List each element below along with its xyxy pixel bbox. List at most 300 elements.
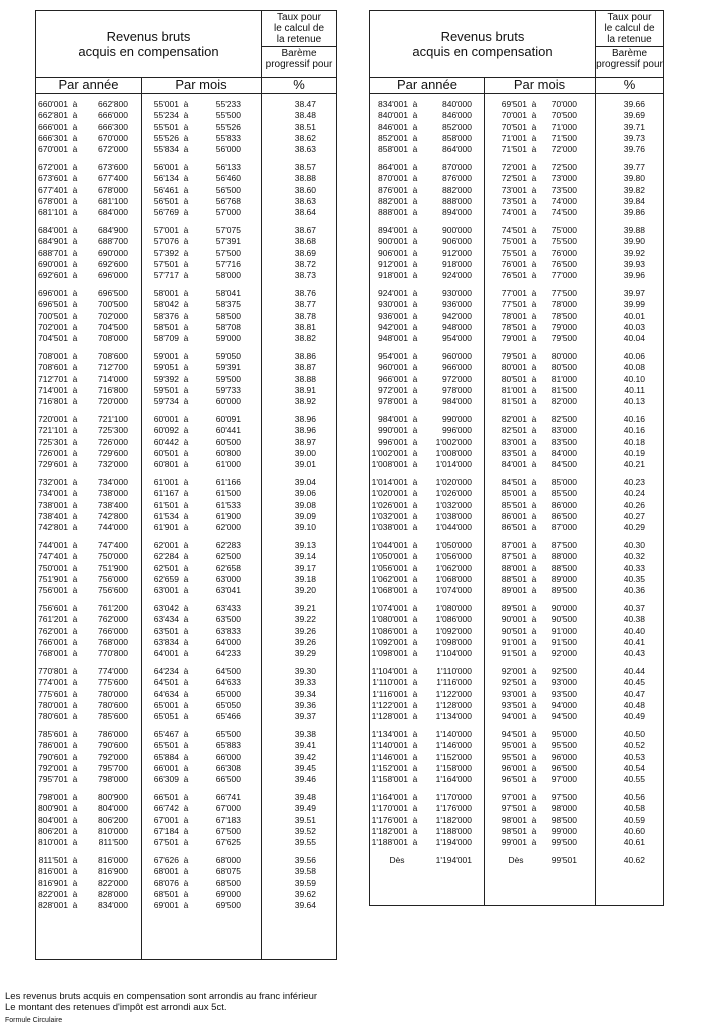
year-from: 716'801: [38, 396, 68, 407]
year-to: 750'000: [98, 551, 128, 562]
range-connector: à: [183, 636, 189, 647]
header-divider: [36, 93, 336, 94]
year-from: 1'134'001: [371, 729, 408, 739]
year-from: 798'001: [38, 792, 68, 802]
range-connector: à: [531, 299, 537, 310]
range-connector: à: [531, 121, 537, 132]
month-from: 97'001: [501, 792, 527, 802]
range-connector: à: [183, 477, 189, 487]
rate-table-right: [369, 10, 664, 906]
year-from: 678'001: [38, 195, 68, 206]
year-to: 756'000: [98, 573, 128, 584]
month-from: 56'769: [153, 207, 179, 218]
year-to: 806'200: [98, 814, 128, 825]
month-to: 72'500: [551, 162, 577, 172]
rate-percent: 39.06: [294, 488, 316, 499]
year-from: 1'176'001: [371, 814, 408, 825]
table-row: [370, 700, 663, 711]
year-from: 816'901: [38, 877, 68, 888]
table-row: [370, 133, 663, 144]
month-to: 95'000: [551, 729, 577, 739]
month-to: 83'000: [551, 425, 577, 436]
year-from: 775'601: [38, 688, 68, 699]
year-from: 1'080'001: [371, 614, 408, 625]
range-connector: à: [412, 173, 418, 184]
rate-header-line: Taux pour: [277, 12, 321, 23]
year-from: 912'001: [378, 258, 408, 269]
month-from: 82'501: [501, 425, 527, 436]
range-connector: à: [412, 447, 418, 458]
month-to: 55'233: [215, 99, 241, 109]
month-from: 62'284: [153, 551, 179, 562]
year-from: 662'801: [38, 110, 68, 121]
rate-percent: 40.23: [623, 477, 645, 487]
range-connector: à: [72, 603, 78, 613]
month-from: 92'501: [501, 677, 527, 688]
range-connector: à: [183, 436, 189, 447]
year-to: 1'008'000: [435, 447, 472, 458]
range-connector: à: [531, 762, 537, 773]
year-to: 714'000: [98, 373, 128, 384]
range-connector: à: [72, 425, 78, 436]
year-from: 1'074'001: [371, 603, 408, 613]
range-connector: à: [72, 321, 78, 332]
table-row: [36, 122, 336, 133]
month-from: 63'501: [153, 625, 179, 636]
month-to: 56'768: [215, 195, 241, 206]
rate-percent: 40.53: [623, 751, 645, 762]
range-connector: à: [412, 195, 418, 206]
range-connector: à: [183, 184, 189, 195]
year-to: 972'000: [442, 373, 472, 384]
month-to: 57'716: [215, 258, 241, 269]
year-to: 716'800: [98, 384, 128, 395]
year-to: 775'600: [98, 677, 128, 688]
range-connector: à: [412, 603, 418, 613]
range-connector: à: [72, 373, 78, 384]
range-connector: à: [183, 144, 189, 155]
table-row-last: [370, 855, 663, 866]
month-from: 60'501: [153, 447, 179, 458]
range-connector: à: [531, 459, 537, 470]
range-connector: à: [183, 648, 189, 659]
rate-percent: 39.56: [294, 855, 316, 865]
month-from: 55'834: [153, 144, 179, 155]
range-connector: à: [412, 488, 418, 499]
table-row: [36, 585, 336, 596]
rate-percent: 39.99: [623, 299, 645, 310]
range-connector: à: [412, 247, 418, 258]
month-to: 78'500: [551, 310, 577, 321]
rate-percent: 38.88: [294, 173, 316, 184]
table-row: [370, 196, 663, 207]
month-to: 96'500: [551, 762, 577, 773]
range-connector: à: [531, 207, 537, 218]
year-from: 666'301: [38, 132, 68, 143]
month-to: 83'500: [551, 436, 577, 447]
year-to: 678'000: [98, 184, 128, 195]
range-connector: à: [412, 625, 418, 636]
month-to: 74'500: [551, 207, 577, 218]
range-connector: à: [72, 144, 78, 155]
range-connector: à: [183, 900, 189, 911]
table-row: [370, 248, 663, 259]
table-row: [36, 878, 336, 889]
table-row: [36, 437, 336, 448]
year-from: 751'901: [38, 573, 68, 584]
year-to: 761'200: [98, 603, 128, 613]
range-connector: à: [531, 648, 537, 659]
month-from: 84'501: [501, 477, 527, 487]
year-from: 1'140'001: [371, 740, 408, 751]
rate-percent: 39.88: [623, 225, 645, 235]
year-to: 984'000: [442, 396, 472, 407]
month-to: 60'800: [215, 447, 241, 458]
year-from: 1'086'001: [371, 625, 408, 636]
year-from: 681'101: [38, 207, 68, 218]
range-connector: à: [72, 351, 78, 361]
rate-percent: 39.41: [294, 740, 316, 751]
table-row: [36, 637, 336, 648]
year-from: 766'001: [38, 636, 68, 647]
year-from: 1'152'001: [371, 762, 408, 773]
month-from: 73'501: [501, 195, 527, 206]
month-from: 96'001: [501, 762, 527, 773]
rate-percent: 39.93: [623, 258, 645, 269]
month-to: 87'000: [551, 522, 577, 533]
rate-percent: 40.21: [623, 459, 645, 470]
month-to: 57'000: [215, 207, 241, 218]
month-to: 58'500: [215, 310, 241, 321]
year-to: 870'000: [442, 162, 472, 172]
range-connector: à: [72, 110, 78, 121]
month-from: 89'001: [501, 585, 527, 596]
month-to: 80'000: [551, 351, 577, 361]
range-connector: à: [183, 414, 189, 424]
rate-percent: 39.21: [294, 603, 316, 613]
rate-percent: 39.97: [623, 288, 645, 298]
month-to: 98'000: [551, 803, 577, 814]
year-to: 804'000: [98, 803, 128, 814]
range-connector: à: [531, 132, 537, 143]
range-connector: à: [72, 121, 78, 132]
month-from: 93'501: [501, 699, 527, 710]
table-row: [36, 299, 336, 310]
rate-percent: 40.61: [623, 837, 645, 848]
table-row: [36, 225, 336, 236]
rate-percent: 40.38: [623, 614, 645, 625]
month-to: 85'000: [551, 477, 577, 487]
year-from: 1'062'001: [371, 573, 408, 584]
month-from: 57'001: [153, 225, 179, 235]
title-line: Revenus bruts: [440, 29, 525, 44]
year-to: 876'000: [442, 173, 472, 184]
range-connector: à: [183, 425, 189, 436]
range-connector: à: [183, 837, 189, 848]
year-to: 738'000: [98, 488, 128, 499]
range-connector: à: [72, 236, 78, 247]
month-to: 95'500: [551, 740, 577, 751]
range-connector: à: [72, 132, 78, 143]
table-row: [370, 185, 663, 196]
month-from: 81'501: [501, 396, 527, 407]
range-connector: à: [72, 258, 78, 269]
title-line: acquis en compensation: [78, 44, 219, 59]
month-from: 83'501: [501, 447, 527, 458]
range-connector: à: [531, 195, 537, 206]
year-to: 954'000: [442, 333, 472, 344]
range-connector: à: [183, 510, 189, 521]
range-connector: à: [72, 711, 78, 722]
range-connector: à: [412, 321, 418, 332]
table-row: [370, 448, 663, 459]
month-from: 98'501: [501, 825, 527, 836]
range-connector: à: [531, 729, 537, 739]
month-to: 75'000: [551, 225, 577, 235]
rate-percent: 38.72: [294, 258, 316, 269]
month-to: 68'500: [215, 877, 241, 888]
year-to: 742'800: [98, 510, 128, 521]
table-row: [36, 574, 336, 585]
month-to: 66'500: [215, 774, 241, 785]
year-to: 906'000: [442, 236, 472, 247]
year-from: 700'501: [38, 310, 68, 321]
range-connector: à: [531, 636, 537, 647]
range-connector: à: [412, 636, 418, 647]
table-row: [370, 362, 663, 373]
month-to: 70'500: [551, 110, 577, 121]
table-row: [36, 448, 336, 459]
year-to: 1'116'000: [436, 677, 472, 688]
range-connector: à: [183, 573, 189, 584]
range-connector: à: [531, 414, 537, 424]
year-to: 708'600: [98, 351, 128, 361]
table-row: [36, 185, 336, 196]
range-connector: à: [72, 510, 78, 521]
month-to: 81'500: [551, 384, 577, 395]
month-to: 58'375: [215, 299, 241, 310]
year-from: 1'110'001: [372, 677, 408, 688]
month-from: 67'626: [153, 855, 179, 865]
range-connector: à: [72, 877, 78, 888]
month-to: 98'500: [551, 814, 577, 825]
year-from: 1'026'001: [371, 499, 408, 510]
range-connector: à: [183, 540, 189, 550]
range-connector: à: [183, 373, 189, 384]
year-to: 828'000: [98, 888, 128, 899]
month-from: 60'092: [153, 425, 179, 436]
year-to: 1'002'000: [435, 436, 472, 447]
year-from: 734'001: [38, 488, 68, 499]
month-from: 73'001: [501, 184, 527, 195]
month-to: 84'000: [551, 447, 577, 458]
range-connector: à: [412, 258, 418, 269]
year-to: 978'000: [442, 384, 472, 395]
year-from: 666'001: [38, 121, 68, 132]
table-row: [36, 99, 336, 110]
year-to: 840'000: [442, 99, 472, 109]
rate-percent: 40.10: [623, 373, 645, 384]
table-row: [36, 614, 336, 625]
month-to: 90'000: [551, 603, 577, 613]
rate-percent: 40.18: [623, 436, 645, 447]
year-to: 756'600: [98, 585, 128, 596]
year-from: 1'056'001: [371, 562, 408, 573]
header-divider: [261, 46, 336, 47]
range-connector: à: [72, 299, 78, 310]
rate-percent: 39.84: [623, 195, 645, 206]
month-from: 65'051: [153, 711, 179, 722]
rate-percent: 39.55: [294, 837, 316, 848]
column-header-percent: %: [293, 77, 305, 92]
rate-percent: 39.59: [294, 877, 316, 888]
month-from: 65'501: [153, 740, 179, 751]
range-connector: à: [183, 699, 189, 710]
month-from: 68'001: [153, 866, 179, 877]
rate-percent: 39.92: [623, 247, 645, 258]
table-row: [370, 396, 663, 407]
table-row: [36, 729, 336, 740]
year-to: 780'000: [98, 688, 128, 699]
range-connector: à: [531, 585, 537, 596]
table-row: [36, 666, 336, 677]
range-connector: à: [531, 803, 537, 814]
table-row: [36, 396, 336, 407]
rate-percent: 38.91: [294, 384, 316, 395]
table-row: [36, 414, 336, 425]
month-to: 85'500: [551, 488, 577, 499]
month-from: 58'501: [153, 321, 179, 332]
month-to: 92'500: [551, 666, 577, 676]
month-to: 61'500: [215, 488, 241, 499]
month-to: 66'308: [215, 762, 241, 773]
table-row: [36, 826, 336, 837]
rate-percent: 40.54: [623, 762, 645, 773]
column-header-year: Par année: [397, 77, 457, 92]
month-to: 62'000: [215, 522, 241, 533]
year-to: 774'000: [98, 666, 128, 676]
year-to: 670'000: [98, 132, 128, 143]
month-from: 56'461: [153, 184, 179, 195]
range-connector: à: [183, 162, 189, 172]
month-to: 92'000: [551, 648, 577, 659]
range-connector: à: [412, 384, 418, 395]
range-connector: à: [412, 477, 418, 487]
range-connector: à: [531, 573, 537, 584]
range-connector: à: [412, 414, 418, 424]
table-row: [370, 333, 663, 344]
year-to: 720'000: [98, 396, 128, 407]
year-from: 732'001: [38, 477, 68, 487]
range-connector: à: [531, 110, 537, 121]
month-from: 56'501: [153, 195, 179, 206]
month-from: 61'167: [153, 488, 179, 499]
table-row: [370, 774, 663, 785]
month-from: 57'076: [153, 236, 179, 247]
month-to: 63'833: [215, 625, 241, 636]
range-connector: à: [72, 288, 78, 298]
year-to: 795'700: [98, 762, 128, 773]
footer-note-rounding: Les revenus bruts acquis en compensation sont arrondis au franc inférieur: [5, 991, 318, 1002]
year-to: 1'140'000: [435, 729, 472, 739]
month-to: 56'460: [215, 173, 241, 184]
range-connector: à: [412, 459, 418, 470]
month-to: 63'433: [215, 603, 241, 613]
range-connector: à: [531, 477, 537, 487]
table-row: [370, 574, 663, 585]
month-from: 95'001: [501, 740, 527, 751]
year-to: 1'044'000: [435, 522, 472, 533]
range-connector: à: [412, 837, 418, 848]
range-connector: à: [412, 774, 418, 785]
month-from: 59'051: [153, 362, 179, 373]
range-connector: à: [183, 625, 189, 636]
month-from: 87'001: [501, 540, 527, 550]
month-from: 55'234: [153, 110, 179, 121]
range-connector: à: [412, 711, 418, 722]
range-connector: à: [183, 310, 189, 321]
range-connector: à: [412, 436, 418, 447]
table-row: [370, 563, 663, 574]
rate-percent: 40.13: [623, 396, 645, 407]
rate-percent: 39.42: [294, 751, 316, 762]
month-from: 72'501: [501, 173, 527, 184]
range-connector: à: [72, 888, 78, 899]
range-connector: à: [183, 110, 189, 121]
rate-percent: 40.06: [623, 351, 645, 361]
table-row: [370, 385, 663, 396]
month-from: 55'526: [153, 132, 179, 143]
year-to: 858'000: [442, 132, 472, 143]
range-connector: à: [412, 740, 418, 751]
range-connector: à: [412, 333, 418, 344]
month-from: 68'501: [153, 888, 179, 899]
table-row: [36, 866, 336, 877]
month-from: 61'501: [153, 499, 179, 510]
table-title: [370, 29, 595, 59]
range-connector: à: [183, 711, 189, 722]
table-row: [370, 288, 663, 299]
rate-percent: 39.45: [294, 762, 316, 773]
rate-header-line: le calcul de: [273, 23, 325, 34]
year-from: 720'001: [38, 414, 68, 424]
year-from: 792'001: [38, 762, 68, 773]
month-from: 96'501: [501, 774, 527, 785]
year-to: 708'000: [98, 333, 128, 344]
table-row: [370, 740, 663, 751]
table-row: [36, 563, 336, 574]
year-to: 690'000: [98, 247, 128, 258]
range-connector: à: [72, 625, 78, 636]
range-connector: à: [72, 459, 78, 470]
year-to: 744'000: [98, 522, 128, 533]
year-from: 756'001: [38, 585, 68, 596]
rate-percent: 39.26: [294, 636, 316, 647]
table-row: [36, 626, 336, 637]
range-connector: à: [183, 333, 189, 344]
year-to: 996'000: [442, 425, 472, 436]
month-to: 59'391: [215, 362, 241, 373]
month-from: 58'376: [153, 310, 179, 321]
month-to: 55'526: [215, 121, 241, 132]
rate-percent: 40.32: [623, 551, 645, 562]
year-to: 702'000: [98, 310, 128, 321]
year-from: 894'001: [378, 225, 408, 235]
table-row: [36, 385, 336, 396]
range-connector: à: [183, 195, 189, 206]
range-connector: à: [72, 207, 78, 218]
rate-percent: 40.43: [623, 648, 645, 659]
